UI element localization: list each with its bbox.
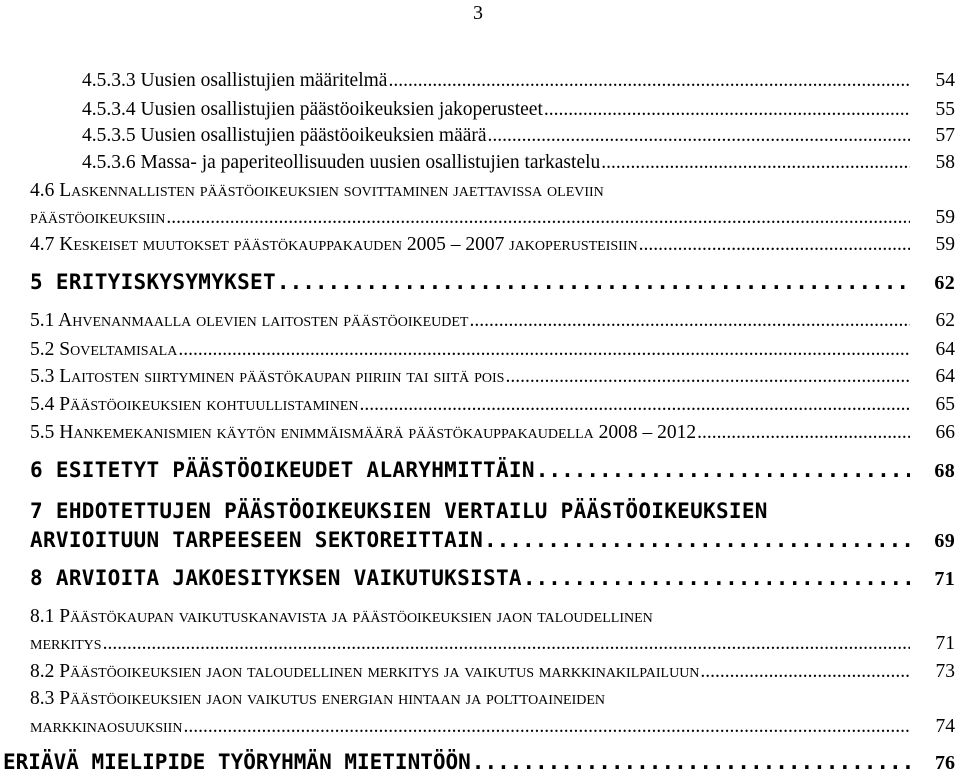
toc-entry-title-cont: ARVIOITUUN TARPEESEEN SEKTOREITTAIN	[30, 528, 484, 552]
toc-entry-title: 8.2 Päästöoikeuksien jaon taloudellinen merkitys ja vaikutus markkinakilpailuun	[30, 661, 700, 682]
toc-entry[interactable]	[0, 661, 960, 683]
toc-entry[interactable]	[0, 750, 960, 775]
toc-leader-dots	[183, 716, 910, 738]
toc-leader-dots	[601, 152, 910, 174]
toc-entry-title: 8 ARVIOITA JAKOESITYKSEN VAIKUTUKSISTA	[30, 566, 522, 590]
toc-entry-page: 54	[935, 70, 955, 91]
toc-entry[interactable]	[0, 366, 960, 388]
toc-entry-first-line[interactable]	[0, 606, 960, 628]
toc-leader-dots	[166, 207, 910, 229]
toc-entry[interactable]	[0, 422, 960, 444]
toc-leader-dots	[697, 422, 910, 444]
toc-entry[interactable]	[0, 394, 960, 416]
toc-leader-dots	[388, 70, 910, 92]
toc-entry-title: 5 ERITYISKYSYMYKSET	[30, 270, 276, 294]
toc-entry-title: 5.4 Päästöoikeuksien kohtuullistaminen	[30, 394, 359, 415]
toc-leader-dots	[536, 458, 910, 482]
toc-entry-title: 5.2 Soveltamisala	[30, 339, 178, 360]
toc-entry-title: 8.1 Päästökaupan vaikutuskanavista ja päästöoikeuksien jaon taloudellinen	[30, 606, 653, 627]
toc-entry-page: 57	[935, 125, 955, 146]
page-number: 3	[473, 2, 483, 24]
toc-entry[interactable]	[0, 234, 960, 256]
toc-entry-page: 71	[935, 633, 955, 654]
toc-entry-page: 59	[935, 207, 955, 228]
toc-entry[interactable]	[0, 152, 960, 174]
toc-entry[interactable]	[0, 528, 960, 553]
toc-entry[interactable]	[0, 339, 960, 361]
toc-leader-dots	[488, 125, 910, 147]
toc-entry[interactable]	[0, 566, 960, 591]
toc-leader-dots	[484, 528, 910, 552]
toc-entry-page: 68	[934, 460, 955, 482]
toc-entry-page: 69	[934, 530, 955, 552]
toc-entry[interactable]	[0, 207, 960, 229]
toc-entry-title: 4.5.3.5 Uusien osallistujien päästöoikeuksien määrä	[82, 125, 487, 146]
toc-leader-dots	[472, 750, 910, 774]
toc-leader-dots	[639, 234, 910, 256]
toc-entry-page: 65	[935, 394, 955, 415]
toc-entry-page: 71	[934, 568, 955, 590]
toc-entry[interactable]	[0, 633, 960, 655]
toc-entry-title: 5.3 Laitosten siirtyminen päästökaupan piiriin tai siitä pois	[30, 366, 505, 387]
toc-entry-title: 4.5.3.6 Massa- ja paperiteollisuuden uusien osallistujien tarkastelu	[82, 152, 601, 173]
toc-entry-page: 64	[935, 366, 955, 387]
toc-leader-dots	[277, 270, 910, 294]
toc-entry[interactable]	[0, 99, 960, 121]
toc-leader-dots	[359, 394, 910, 416]
toc-leader-dots	[523, 566, 910, 590]
toc-entry-title: 5.1 Ahvenanmaalla olevien laitosten päästöoikeudet	[30, 310, 469, 331]
toc-entry-first-line[interactable]	[0, 499, 960, 523]
toc-entry[interactable]	[0, 125, 960, 147]
toc-leader-dots	[700, 661, 910, 683]
toc-entry-title-cont: markkinaosuuksiin	[30, 716, 183, 737]
toc-entry-title: 4.5.3.4 Uusien osallistujien päästöoikeuksien jakoperusteet	[82, 99, 543, 120]
toc-entry-page: 76	[935, 752, 955, 774]
toc-entry-page: 62	[935, 310, 955, 331]
toc-leader-dots	[103, 633, 910, 655]
toc-entry-title: 4.7 Keskeiset muutokset päästökauppakauden 2005 – 2007 jakoperusteisiin	[30, 234, 638, 255]
toc-entry-page: 58	[935, 152, 955, 173]
toc-entry[interactable]	[0, 70, 960, 92]
toc-entry[interactable]	[0, 310, 960, 332]
toc-entry-page: 62	[934, 272, 955, 294]
toc-entry[interactable]	[0, 270, 960, 295]
toc-entry-title: 8.3 Päästöoikeuksien jaon vaikutus energian hintaan ja polttoaineiden	[30, 688, 606, 709]
toc-entry-page: 74	[935, 716, 955, 737]
toc-entry-title: 4.6 Laskennallisten päästöoikeuksien sovittaminen jaettavissa oleviin	[30, 180, 604, 201]
toc-entry-first-line[interactable]	[0, 688, 960, 710]
toc-leader-dots	[544, 99, 910, 121]
toc-leader-dots	[505, 366, 910, 388]
toc-entry-first-line[interactable]	[0, 180, 960, 202]
toc-entry[interactable]	[0, 716, 960, 738]
toc-leader-dots	[178, 339, 910, 361]
toc-entry-title: ERIÄVÄ MIELIPIDE TYÖRYHMÄN MIETINTÖÖN	[3, 750, 471, 774]
toc-entry-title-cont: merkitys	[30, 633, 102, 654]
toc-entry-title: 5.5 Hankemekanismien käytön enimmäismäärä päästökauppakaudella 2008 – 2012	[30, 422, 697, 443]
toc-entry-page: 59	[935, 234, 955, 255]
toc-leader-dots	[469, 310, 910, 332]
toc-entry-page: 64	[935, 339, 955, 360]
toc-entry-title-cont: päästöoikeuksiin	[30, 207, 166, 228]
toc-entry-title: 6 ESITETYT PÄÄSTÖOIKEUDET ALARYHMITTÄIN	[30, 458, 535, 482]
toc-entry[interactable]	[0, 458, 960, 483]
toc-entry-page: 66	[935, 422, 955, 443]
toc-entry-page: 73	[935, 661, 955, 682]
toc-entry-title: 4.5.3.3 Uusien osallistujien määritelmä	[82, 70, 388, 91]
toc-entry-title: 7 EHDOTETTUJEN PÄÄSTÖOIKEUKSIEN VERTAILU PÄÄSTÖOIKEUKSIEN	[30, 499, 768, 523]
toc-entry-page: 55	[935, 99, 955, 120]
